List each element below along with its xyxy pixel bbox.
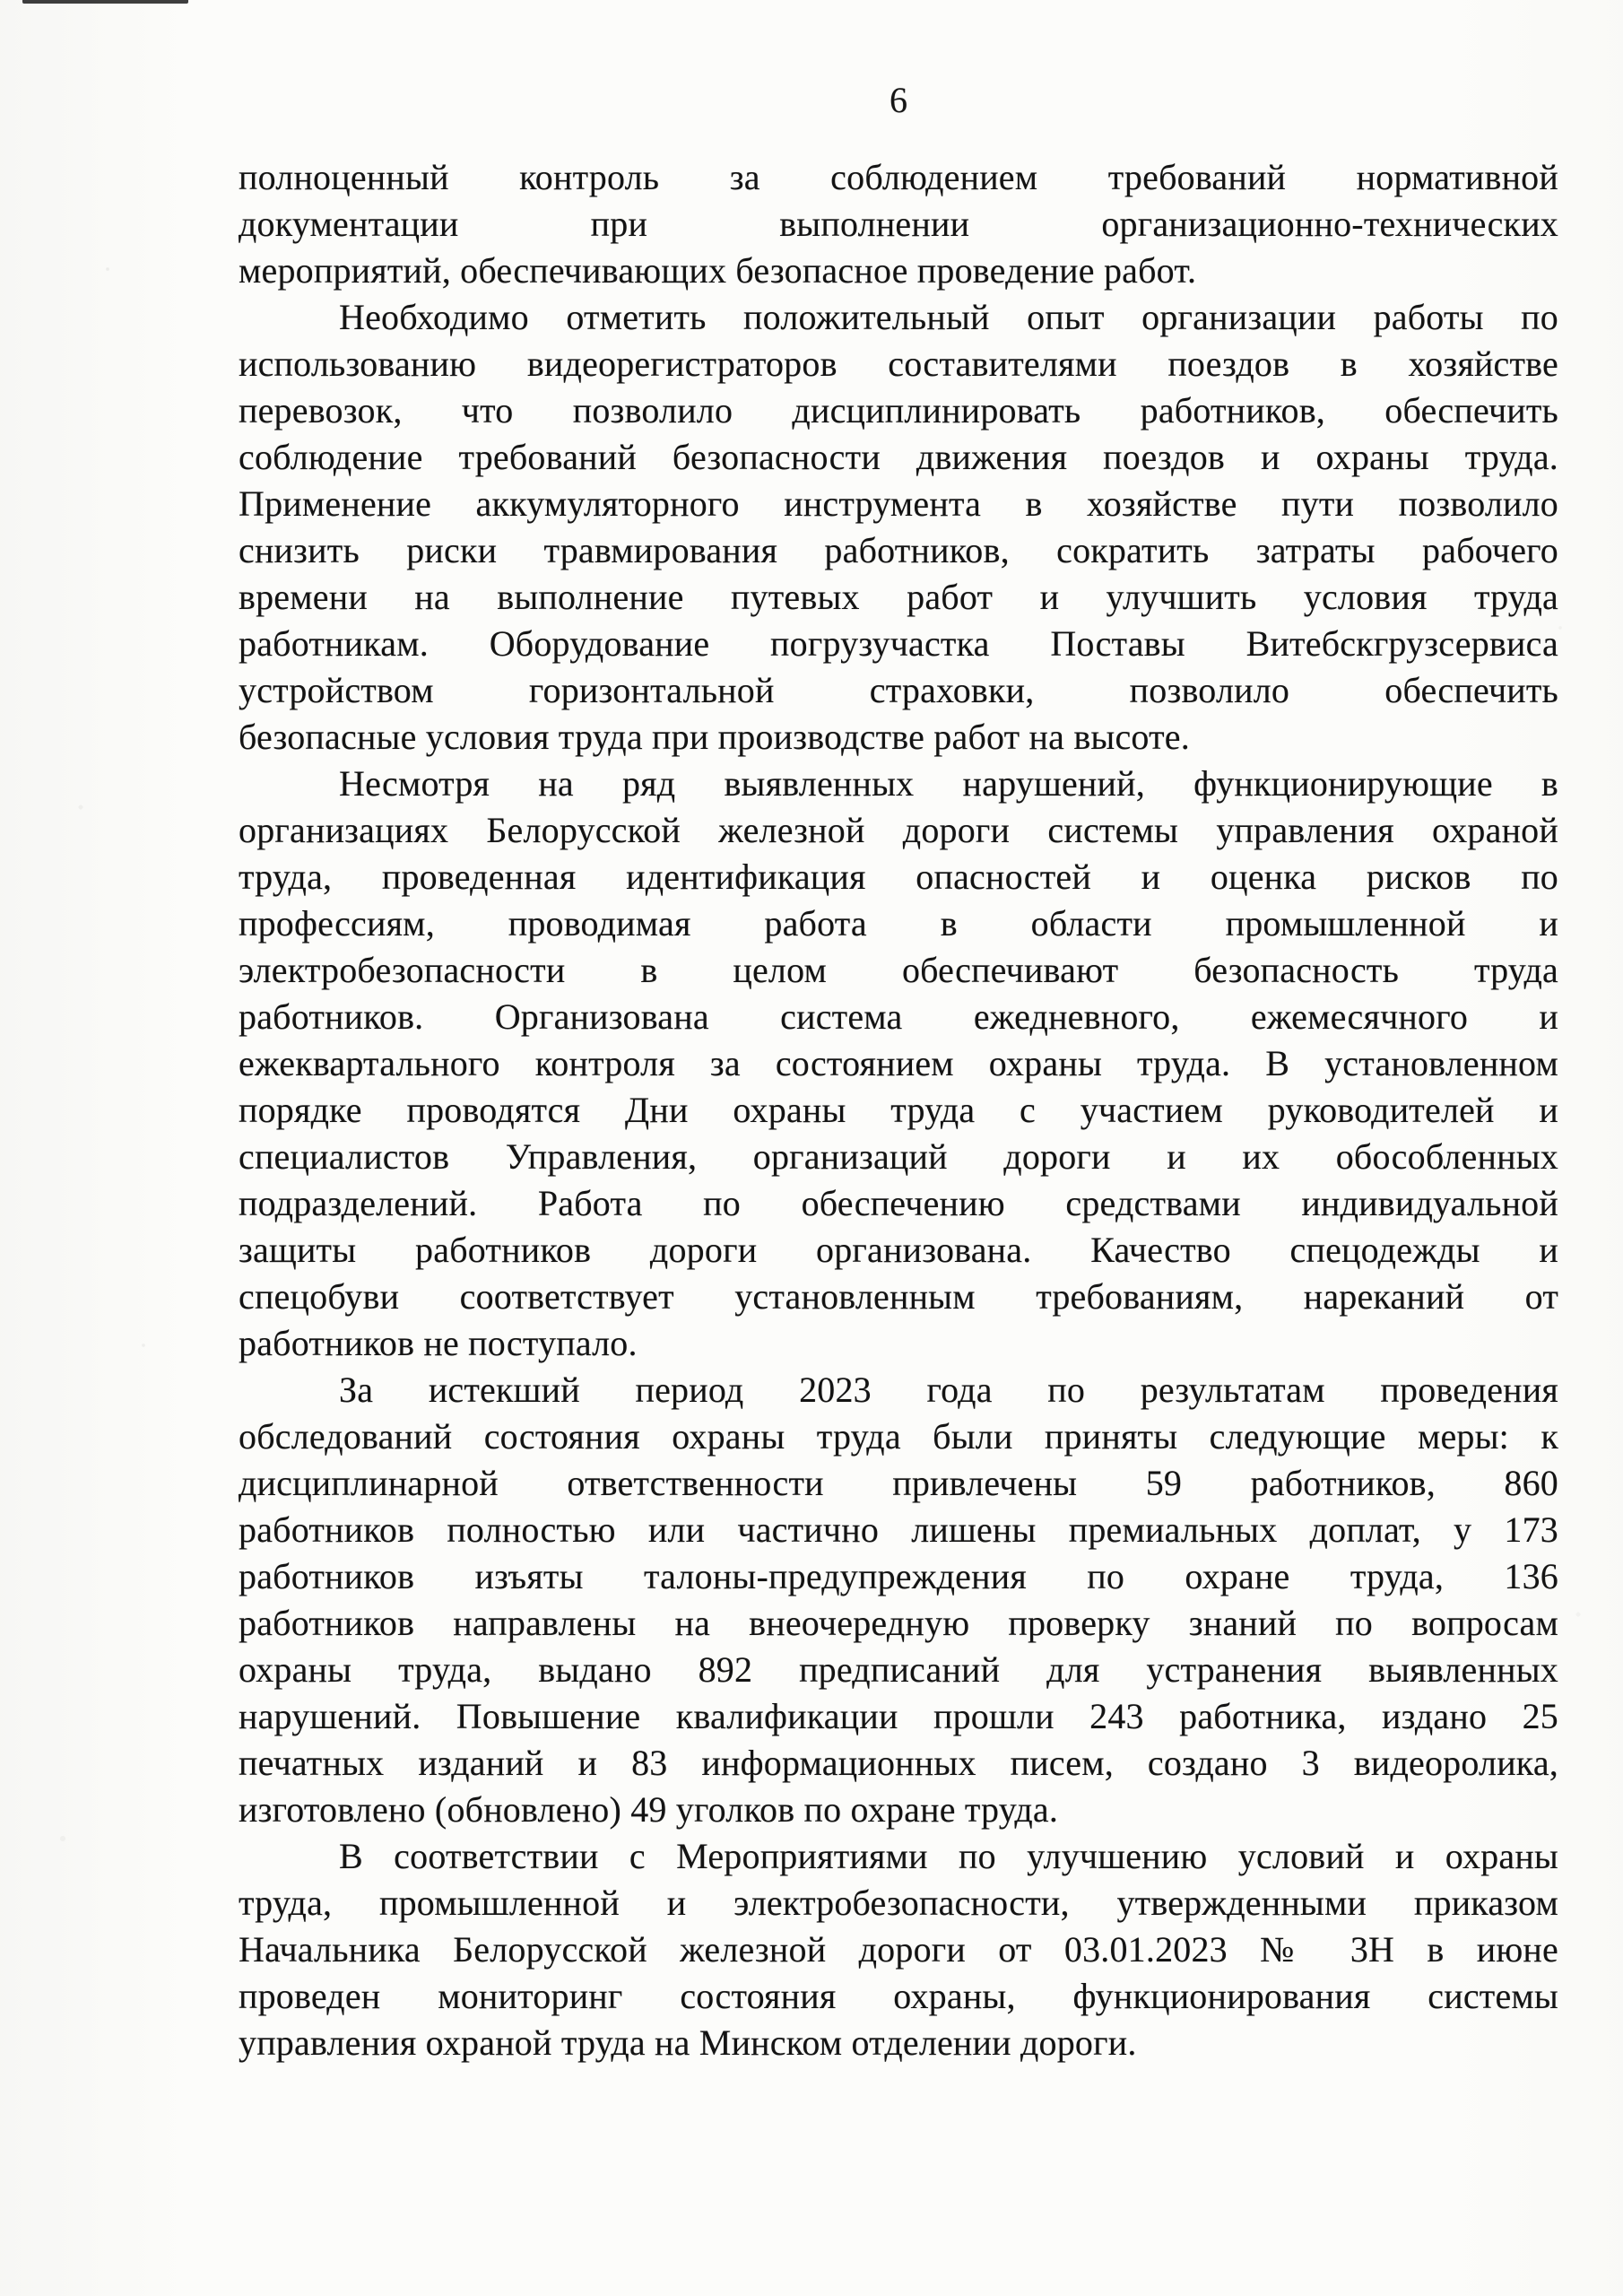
text-line: перевозок, что позволило дисциплинировать работников, обеспечить xyxy=(239,390,1558,430)
text-line: работников направлены на внеочередную проверку знаний по вопросам xyxy=(239,1603,1558,1643)
text-line: спецобуви соответствует установленным требованиям, нареканий от xyxy=(239,1276,1558,1317)
text-line: Необходимо отметить положительный опыт организации работы по xyxy=(339,297,1558,337)
text-line: охраны труда, выдано 892 предписаний для устранения выявленных xyxy=(239,1649,1558,1690)
text-line: дисциплинарной ответственности привлечены 59 работников, 860 xyxy=(239,1463,1558,1503)
text-line: снизить риски травмирования работников, сократить затраты рабочего xyxy=(239,530,1558,570)
text-line: работников изъяты талоны-предупреждения по охране труда, 136 xyxy=(239,1556,1558,1596)
text-line: В соответствии с Мероприятиями по улучшению условий и охраны xyxy=(339,1836,1558,1876)
text-line: обследований состояния охраны труда были приняты следующие меры: к xyxy=(239,1416,1558,1457)
text-line: печатных изданий и 83 информационных писем, создано 3 видеоролика, xyxy=(239,1743,1558,1783)
paragraph xyxy=(239,294,1558,761)
text-line: использованию видеорегистраторов составителями поездов в хозяйстве xyxy=(239,344,1558,384)
text-line: времени на выполнение путевых работ и улучшить условия труда xyxy=(239,577,1558,617)
text-line: защиты работников дороги организована. Качество спецодежды и xyxy=(239,1230,1558,1270)
text-line: управления охраной труда на Минском отделении дороги. xyxy=(239,2022,1137,2063)
text-line: труда, проведенная идентификация опасностей и оценка рисков по xyxy=(239,857,1558,897)
text-line: проведен мониторинг состояния охраны, функционирования системы xyxy=(239,1976,1558,2016)
text-line: организациях Белорусской железной дороги системы управления охраной xyxy=(239,810,1558,850)
text-line: Применение аккумуляторного инструмента в хозяйстве пути позволило xyxy=(239,483,1558,524)
text-line: подразделений. Работа по обеспечению средствами индивидуальной xyxy=(239,1183,1558,1223)
paragraph xyxy=(239,1367,1558,1833)
text-line: ежеквартального контроля за состоянием охраны труда. В установленном xyxy=(239,1043,1558,1083)
text-line: нарушений. Повышение квалификации прошли 243 работника, издано 25 xyxy=(239,1696,1558,1736)
paragraph xyxy=(239,154,1558,294)
text-line: Несмотря на ряд выявленных нарушений, функционирующие в xyxy=(339,763,1558,804)
paragraph xyxy=(239,761,1558,1367)
paragraph xyxy=(239,1833,1558,2066)
text-line: полноценный контроль за соблюдением требований нормативной xyxy=(239,157,1558,197)
text-line: электробезопасности в целом обеспечивают безопасность труда xyxy=(239,950,1558,990)
scan-artifact-top-edge xyxy=(22,0,188,4)
text-line: документации при выполнении организационно-технических xyxy=(239,204,1558,244)
text-line: безопасные условия труда при производстве работ на высоте. xyxy=(239,717,1190,757)
text-line: изготовлено (обновлено) 49 уголков по охране труда. xyxy=(239,1789,1059,1830)
text-line: Начальника Белорусской железной дороги от 03.01.2023 № 3Н в июне xyxy=(239,1929,1558,1970)
text-line: порядке проводятся Дни охраны труда с участием руководителей и xyxy=(239,1090,1558,1130)
text-line: работникам. Оборудование погрузучастка Поставы Витебскгрузсервиса xyxy=(239,623,1558,664)
text-line: За истекший период 2023 года по результатам проведения xyxy=(339,1370,1558,1410)
text-line: работников не поступало. xyxy=(239,1323,638,1363)
text-line: профессиям, проводимая работа в области промышленной и xyxy=(239,903,1558,944)
text-line: специалистов Управления, организаций дороги и их обособленных xyxy=(239,1136,1558,1177)
text-line: работников. Организована система ежедневного, ежемесячного и xyxy=(239,996,1558,1037)
text-line: мероприятий, обеспечивающих безопасное проведение работ. xyxy=(239,250,1197,291)
text-line: устройством горизонтальной страховки, позволило обеспечить xyxy=(239,670,1558,710)
text-line: работников полностью или частично лишены премиальных доплат, у 173 xyxy=(239,1509,1558,1550)
page-number: 6 xyxy=(890,80,907,120)
text-line: труда, промышленной и электробезопасности, утвержденными приказом xyxy=(239,1883,1558,1923)
text-body xyxy=(239,154,1558,2066)
text-line: соблюдение требований безопасности движения поездов и охраны труда. xyxy=(239,437,1558,477)
